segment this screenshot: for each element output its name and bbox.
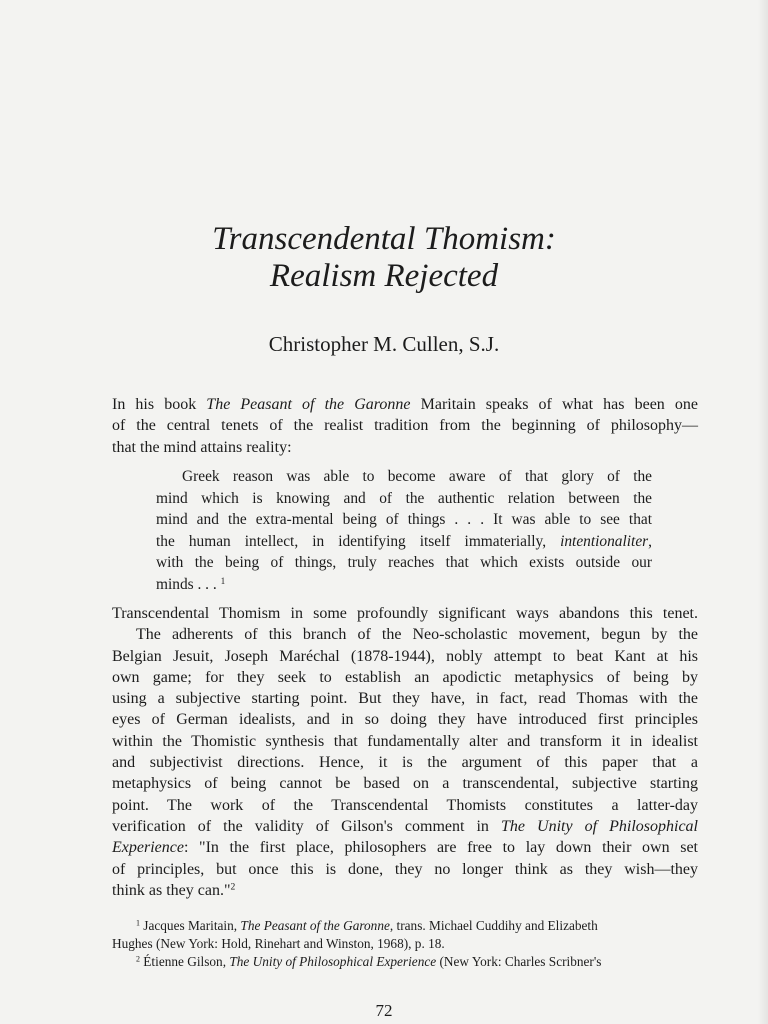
footnote-mark: 1 [136,918,140,928]
book-title: The Unity of Philosophical [500,817,699,835]
footnote-1-continued: Hughes (New York: Hold, Rinehart and Winston, 1968), p. 18. [112,936,445,951]
body-line: metaphysics of being cannot be based on a transcendental, subjective starting [112,775,698,793]
quote-line: mind which is knowing and of the authentic relation between the [156,489,652,507]
footnote-ref-1: 1 [220,575,226,586]
book-title: The Unity of Philosophical Experience [229,954,437,969]
intro-line: of the central tenets of the realist tradition from the beginning of philosophy— [112,417,698,435]
book-title: The Peasant of the Garonne [240,918,390,933]
footnotes [112,917,698,971]
intro-line: In his book The Peasant of the Garonne Maritain speaks of what has been one [112,396,699,413]
author-name: Christopher M. Cullen, S.J. [268,332,500,356]
quote-line: the human intellect, in identifying itself immaterially, intentionaliter, [156,532,652,550]
body-line: The adherents of this branch of the Neo-scholastic movement, begun by the [136,626,698,644]
body-line: of principles, but once this is done, they no longer think as they wish—they [112,860,698,878]
body-line: within the Thomistic synthesis that fundamentally alter and transform it in idealist [112,732,698,750]
main-paragraph [112,603,698,901]
page-number: 72 [375,1001,393,1020]
footnote-2: $^2$ Étienne Gilson, The Unity of Philosophical Experience (New York: Charles Scribner's [136,954,602,969]
article-title-line-2: Realism Rejected [269,258,499,294]
body-line: point. The work of the Transcendental Thomists constitutes a latter-day [112,796,698,814]
article-title-line-1: Transcendental Thomism: [212,221,556,257]
quote-line: mind and the extra-mental being of things . . . It was able to see that [156,511,652,529]
body-line: own game; for they seek to establish an apodictic metaphysics of being by [112,668,698,686]
book-title: Experience [112,839,184,857]
body-line: think as they can."$^2$ [112,881,236,899]
quote-line: Greek reason was able to become aware of that glory of the [182,468,652,485]
footnote-mark: 2 [136,954,140,964]
block-quote [156,466,652,596]
body-line: verification of the validity of Gilson's comment in The Unity of Philosophical [112,817,699,835]
footnote-ref-2: 2 [230,881,236,893]
quote-line: minds . . . $^1$ [156,575,226,593]
footnote-1: $^1$ Jacques Maritain, The Peasant of the Garonne, trans. Michael Cuddihy and Elizabeth [136,918,598,933]
body-line: Experience: "In the first place, philosophers are free to lay down their own set [112,839,698,857]
body-line: Belgian Jesuit, Joseph Maréchal (1878-1944), nobly attempt to beat Kant at his [112,647,698,665]
latin-term: intentionaliter [560,532,649,550]
body-line: eyes of German idealists, and in so doing they have introduced first principles [112,711,698,729]
intro-line: that the mind attains reality: [112,438,292,456]
body-line: using a subjective starting point. But they have, in fact, read Thomas with the [112,690,698,708]
page-edge-shadow [758,0,768,1024]
body-line: and subjectivist directions. Hence, it is the argument of this paper that a [112,754,698,772]
body-line: Transcendental Thomism in some profoundly significant ways abandons this tenet. [112,605,698,622]
quote-line: with the being of things, truly reaches that which exists outside our [156,554,652,572]
intro-paragraph [112,394,698,458]
book-title: The Peasant of the Garonne [206,396,411,413]
